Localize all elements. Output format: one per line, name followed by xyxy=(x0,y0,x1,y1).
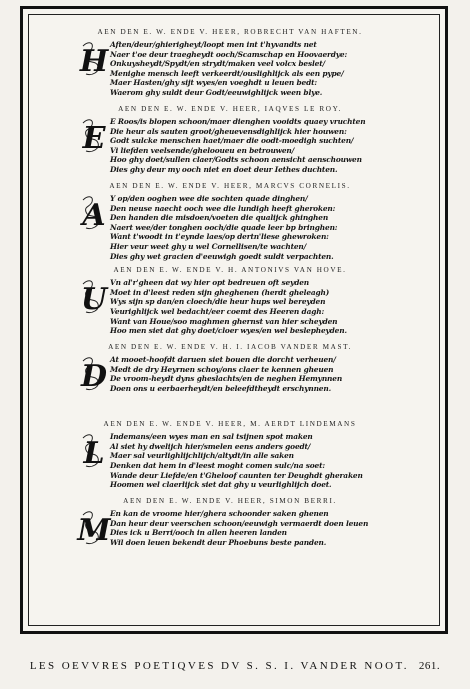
dedication-section xyxy=(30,497,430,569)
verse-lines xyxy=(110,40,430,98)
dedication-section xyxy=(30,266,430,338)
verse-line: Aften/deur/ghierigheyt/loopt men int t'hyvandts net xyxy=(110,40,317,49)
initial-letter: D xyxy=(80,359,108,395)
decorated-initial xyxy=(77,509,111,549)
verse-line: Godt sulcke menschen haet/maer die oodt-moedigh suchten/ xyxy=(110,136,354,146)
poem-body xyxy=(30,432,430,492)
verse-line: Wil doen leuen bekendt deur Phoebuns beste panden. xyxy=(110,537,327,547)
dedication-heading: AEN DEN E. W. ENDE V. H. I. IACOB VANDER MAST. xyxy=(108,343,352,352)
verse-line: Onkuysheydt/Spydt/en strydt/maken veel volcx beslet/ xyxy=(110,59,326,69)
poem-body xyxy=(30,355,430,415)
poem-body xyxy=(30,509,430,569)
verse-line: Waerom ghy suldt deur Godt/eeuwighlijck ween blye. xyxy=(110,87,323,97)
poem-body xyxy=(30,40,430,100)
dedication-heading: AEN DEN E. W. ENDE V. HEER, SIMON BERRI. xyxy=(123,497,337,506)
decorated-initial xyxy=(80,40,108,80)
verse-line: Die heur als sauten groot/gheuevensdighlijck hier houwen: xyxy=(110,126,347,136)
verse-line: De vroom-heydt dyns gheslachts/en de neghen Hemynnen xyxy=(110,374,343,384)
poem-body xyxy=(30,194,430,261)
initial-letter: L xyxy=(83,436,105,472)
decorated-initial xyxy=(80,278,108,318)
verse-line: En kan de vroome hier/ghera schoonder saken ghenen xyxy=(110,509,329,519)
verse-line: Den neuse naecht ooch wee die lundigh heeft gheroken: xyxy=(110,203,336,213)
initial-letter: A xyxy=(82,198,106,233)
decorated-initial xyxy=(80,355,108,395)
dedication-section xyxy=(30,28,430,100)
verse-line: E Roos/is blopen schoon/maer dienghen vooidts quaey vruchten xyxy=(110,117,366,126)
poem-body xyxy=(30,117,430,177)
dedication-heading: AEN DEN E. W. ENDE V. H. ANTONIVS VAN HOVE. xyxy=(113,266,347,275)
verse-line: Dan heur deur veerschen schoon/eeuwigh vermaerdt doen leuen xyxy=(110,518,369,528)
verse-line: Vi liefden veelsende/ghelooueu en betrouwen/ xyxy=(110,145,295,155)
initial-letter: M xyxy=(77,513,111,549)
verse-line: Maer Hasten/ghy sijt wyes/en voeghdt u leuen bedt: xyxy=(110,78,317,88)
verse-line: Indemans/een wyes man en sal tsijnen spot maken xyxy=(110,432,313,442)
verse-line: Den handen die misdoen/voeten die qualijck ghinghen xyxy=(110,213,329,223)
poem-body xyxy=(30,278,430,338)
verse-line: Moet in d'leest reden sijn gheghenen (herdt gheleagh) xyxy=(110,287,330,297)
initial-letter: U xyxy=(80,282,108,318)
verse-lines xyxy=(110,355,430,393)
dedication-heading: AEN DEN E. W. ENDE V. HEER, MARCVS CORNELIS. xyxy=(109,182,351,190)
verse-line: Denken dat hem in d'leest moght comen sulc/na soet: xyxy=(110,460,325,470)
dedication-heading: AEN DEN E. W. ENDE V. HEER, M. AERDT LINDEMANS xyxy=(103,420,357,429)
page-number: 261. xyxy=(418,660,441,672)
verse-line: Maer sal veurlighlijchlijch/altydt/in alle saken xyxy=(110,451,294,461)
verse-line: Hoo men siet dat ghy doet/cloer wyes/en wel beslepheyden. xyxy=(110,326,347,336)
running-footer xyxy=(0,660,470,672)
verse-line: Medt de dry Heyrnen schoy/ons claer te kennen gheuen xyxy=(110,364,334,374)
verse-line: Dies ghy wet gracien d'eeuwigh goedt suldt verpachten. xyxy=(110,251,334,261)
verse-lines xyxy=(110,509,430,547)
verse-line: Vn al'r'gheen dat wy hier opt bedreuen oft seyden xyxy=(110,278,309,288)
verse-lines xyxy=(110,117,430,175)
dedication-section xyxy=(30,420,430,492)
verse-line: Want van Houe/soo maghmen ghernst van hier scheyden xyxy=(110,316,338,326)
verse-lines xyxy=(110,278,430,336)
verse-line: Al siet hy dwelijch hier/smelen eens anders goedt/ xyxy=(110,441,311,451)
verse-line: Dies ghy deur my ooch niet en doet deur Iethes duchten. xyxy=(110,164,338,174)
dedication-section xyxy=(30,182,430,261)
dedication-heading: AEN DEN E. W. ENDE V. HEER, ROBRECHT VAN HAFTEN. xyxy=(97,28,363,36)
decorated-initial xyxy=(80,194,108,234)
footer-title: LES OEVVRES POETIQVES DV S. S. I. VANDER NOOT. xyxy=(29,660,409,672)
verse-line: Want t'woodt in t'eynde laes/op dertn'liese ghewroken: xyxy=(110,232,329,242)
dedication-heading: AEN DEN E. W. ENDE V. HEER, IAQVES LE ROY. xyxy=(118,105,342,113)
verse-line: Doen ons u eerbaerheydt/en beleefdtheydt erschynnen. xyxy=(110,383,332,393)
initial-letter: E xyxy=(82,121,106,156)
poem-collection xyxy=(30,28,430,598)
verse-line: Naer t'oe deur traegheydt ooch/Scamschap en Hoovaerdye: xyxy=(110,49,348,59)
verse-line: Y op/den ooghen wee die sochten quade dinghen/ xyxy=(110,194,308,203)
verse-line: Dies ick u Berri/ooch in allen heeren landen xyxy=(110,528,287,538)
verse-line: Veurighlijck wel bedacht/eer coemt des Heeren dagh: xyxy=(110,306,325,316)
verse-lines xyxy=(110,194,430,261)
verse-lines xyxy=(110,432,430,490)
verse-line: Hier veur weet ghy u wel Cornellisen/te wachten/ xyxy=(110,241,307,251)
dedication-section xyxy=(30,343,430,415)
initial-letter: H xyxy=(79,44,109,79)
decorated-initial xyxy=(80,117,108,157)
decorated-initial xyxy=(80,432,108,472)
verse-line: Naert wee/der tonghen ooch/die quade leer bp bringhen: xyxy=(110,222,338,232)
dedication-section xyxy=(30,105,430,177)
verse-line: Wys sijn sp dan/en cloech/die heur hups wel bereyden xyxy=(110,297,326,307)
verse-line: Hoomen wel claerlijck siet dat ghy u veurlighlijch doet. xyxy=(110,480,332,490)
verse-line: Menighe mensch leeft verkeerdt/ouslighlijck als een pype/ xyxy=(110,68,344,78)
verse-line: Hoo ghy doet/sullen claer/Godts schoon aensicht aenschouwen xyxy=(110,155,362,165)
verse-line: At mooet-hoofdt daruen siet bouen die dorcht verheuen/ xyxy=(110,355,336,365)
verse-line: Wande deur Liefde/en t'Gheloof caunten ter Deughdt gheraken xyxy=(110,470,363,480)
